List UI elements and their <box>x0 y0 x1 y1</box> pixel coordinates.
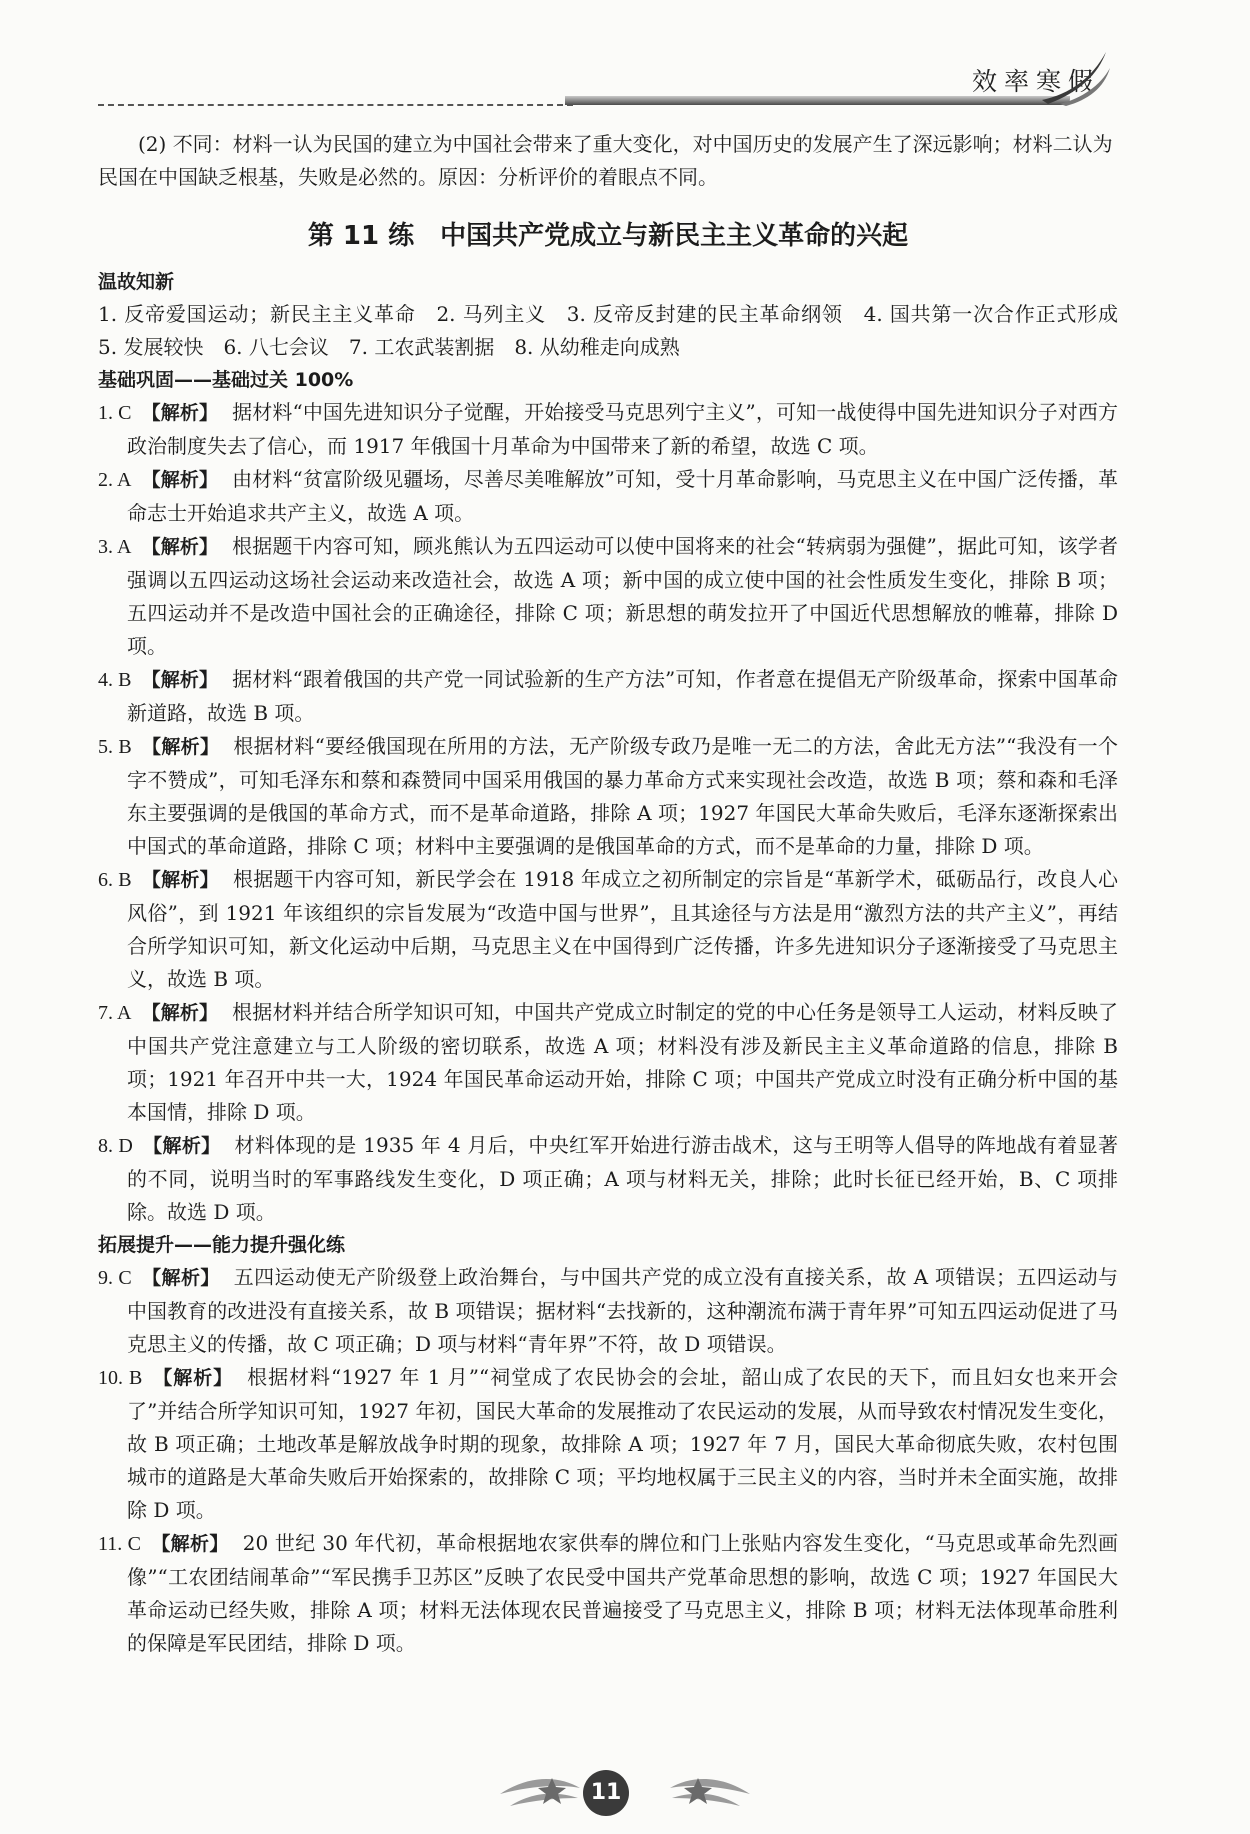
answer-number: 2. A <box>98 469 132 491</box>
header-solid-rule <box>565 96 1070 105</box>
section-heading-review: 温故知新 <box>98 271 175 293</box>
analysis-tag: 【解析】 <box>141 869 219 891</box>
analysis-text: 由材料“贫富阶级见疆场，尽善尽美唯解放”可知，受十月革命影响，马克思主义在中国广泛传播，革命志士开始追求共产主义，故选 A 项。 <box>127 467 1118 525</box>
extension-answer-list <box>98 1261 1118 1660</box>
analysis-tag: 【解析】 <box>142 1135 221 1157</box>
section-heading-extension: 拓展提升——能力提升强化练 <box>98 1234 346 1256</box>
answer-item <box>98 663 1118 730</box>
answer-item <box>98 1129 1118 1229</box>
answer-item <box>98 996 1118 1129</box>
analysis-text: 根据题干内容可知，顾兆熊认为五四运动可以使中国将来的社会“转病弱为强健”，据此可知，该学者强调以五四运动这场社会运动来改造社会，故选 A 项；新中国的成立使中国的社会性质发生变化，排除 B 项；五四运动并不是改造中国社会的正确途径，排除 C 项；新思想的萌发拉开了中国近代思想解放的帷幕，排除 D 项。 <box>127 534 1118 658</box>
analysis-text: 根据材料“1927 年 1 月”“祠堂成了农民协会的会址，韶山成了农民的天下，而且妇女也来开会了”并结合所学知识可知，1927 年初，国民大革命的发展推动了农民运动的发展，从而导致农村情况发生变化，故 B 项正确；土地改革是解放战争时期的现象，故排除 A 项；1927 年 7 月，国民大革命彻底失败，农村包围城市的道路是大革命失败后开始探索的，故排除 C 项；平均地权属于三民主义的内容，当时并未全面实施，故排除 D 项。 <box>127 1365 1118 1522</box>
answer-item <box>98 730 1118 863</box>
page-header <box>0 0 1250 115</box>
analysis-tag: 【解析】 <box>141 402 219 424</box>
analysis-text: 根据题干内容可知，新民学会在 1918 年成立之初所制定的宗旨是“革新学术，砥砺品行，改良人心风俗”，到 1921 年该组织的宗旨发展为“改造中国与世界”，且其途径与方法是用“激烈方法的共产主义”，再结合所学知识可知，新文化运动中后期，马克思主义在中国得到广泛传播，许多先进知识分子逐渐接受了马克思主义，故选 B 项。 <box>127 867 1118 991</box>
answer-item <box>98 396 1118 463</box>
page-number: 11 <box>583 1770 629 1816</box>
analysis-tag: 【解析】 <box>141 669 219 691</box>
answer-number: 3. A <box>98 536 132 558</box>
analysis-text: 材料体现的是 1935 年 4 月后，中央红军开始进行游击战术，这与王明等人倡导的阵地战有着显著的不同，说明当时的军事路线发生变化，D 项正确；A 项与材料无关，排除；此时长征已经开始，B、C 项排除。故选 D 项。 <box>127 1133 1118 1224</box>
answer-number: 10. B <box>98 1367 143 1389</box>
previous-answer-continuation: (2) 不同：材料一认为民国的建立为中国社会带来了重大变化，对中国历史的发展产生了深远影响；材料二认为民国在中国缺乏根基，失败是必然的。原因：分析评价的着眼点不同。 <box>98 132 1113 189</box>
swoosh-icon <box>1040 48 1112 106</box>
lesson-title: 第 11 练 中国共产党成立与新民主主义革命的兴起 <box>307 221 909 251</box>
answer-number: 8. D <box>98 1135 133 1157</box>
answer-item <box>98 1361 1118 1527</box>
basic-answer-list <box>98 396 1118 1229</box>
answer-number: 11. C <box>98 1533 141 1555</box>
analysis-text: 根据材料“要经俄国现在所用的方法，无产阶级专政乃是唯一无二的方法，舍此无方法”“我没有一个字不赞成”，可知毛泽东和蔡和森赞同中国采用俄国的暴力革命方式来实现社会改造，故选 B 项；蔡和森和毛泽东主要强调的是俄国的革命方式，而不是革命道路，排除 A 项；1927 年国民大革命失败后，毛泽东逐渐探索出中国式的革命道路，排除 C 项；材料中主要强调的是俄国革命的方式，而不是革命的力量，排除 D 项。 <box>127 734 1118 858</box>
answer-number: 1. C <box>98 402 132 424</box>
answer-item <box>98 1527 1118 1660</box>
header-dashed-rule <box>98 104 573 106</box>
page-content <box>98 128 1138 1660</box>
answer-item <box>98 1261 1118 1361</box>
answer-number: 4. B <box>98 669 132 691</box>
analysis-text: 根据材料并结合所学知识可知，中国共产党成立时制定的党的中心任务是领导工人运动，材料反映了中国共产党注意建立与工人阶级的密切联系，故选 A 项；材料没有涉及新民主主义革命道路的信息，排除 B 项；1921 年召开中共一大，1924 年国民革命运动开始，排除 C 项；中国共产党成立时没有正确分析中国的基本国情，排除 D 项。 <box>127 1000 1118 1124</box>
analysis-tag: 【解析】 <box>141 1267 220 1289</box>
analysis-text: 20 世纪 30 年代初，革命根据地农家供奉的牌位和门上张贴内容发生变化，“马克思或革命先烈画像”“工农团结闹革命”“军民携手卫苏区”反映了农民受中国共产党革命思想的影响，故选 C 项；1927 年国民大革命运动已经失败，排除 A 项；材料无法体现农民普遍接受了马克思主义，排除 B 项；材料无法体现革命胜利的保障是军民团结，排除 D 项。 <box>127 1531 1118 1655</box>
answer-item <box>98 530 1118 663</box>
analysis-text: 据材料“中国先进知识分子觉醒，开始接受马克思列宁主义”，可知一战使得中国先进知识分子对西方政治制度失去了信心，而 1917 年俄国十月革命为中国带来了新的希望，故选 C 项。 <box>127 400 1118 458</box>
answer-item <box>98 463 1118 530</box>
analysis-tag: 【解析】 <box>150 1533 229 1555</box>
analysis-tag: 【解析】 <box>141 1002 219 1024</box>
analysis-text: 据材料“跟着俄国的共产党一同试验新的生产方法”可知，作者意在提倡无产阶级革命，探索中国革命新道路，故选 B 项。 <box>127 667 1118 725</box>
analysis-tag: 【解析】 <box>141 736 220 758</box>
analysis-tag: 【解析】 <box>141 469 219 491</box>
section-heading-basic: 基础巩固——基础过关 100% <box>98 369 354 391</box>
answer-number: 9. C <box>98 1267 132 1289</box>
review-answers: 1. 反帝爱国运动；新民主主义革命 2. 马列主义 3. 反帝反封建的民主革命纲领 4. 国共第一次合作正式形成 5. 发展较快 6. 八七会议 7. 工农武装割据 8. 从幼稚走向成熟 <box>98 302 1138 359</box>
analysis-tag: 【解析】 <box>141 536 219 558</box>
book-brand: 效率寒假 <box>971 67 1100 96</box>
answer-item <box>98 863 1118 996</box>
analysis-text: 五四运动使无产阶级登上政治舞台，与中国共产党的成立没有直接关系，故 A 项错误；五四运动与中国教育的改进没有直接关系，故 B 项错误；据材料“去找新的，这种潮流布满于青年界”可知五四运动促进了马克思主义的传播，故 C 项正确；D 项与材料“青年界”不符，故 D 项错误。 <box>127 1265 1118 1356</box>
answer-number: 6. B <box>98 869 132 891</box>
answer-number: 7. A <box>98 1002 132 1024</box>
analysis-tag: 【解析】 <box>152 1367 234 1389</box>
answer-number: 5. B <box>98 736 132 758</box>
